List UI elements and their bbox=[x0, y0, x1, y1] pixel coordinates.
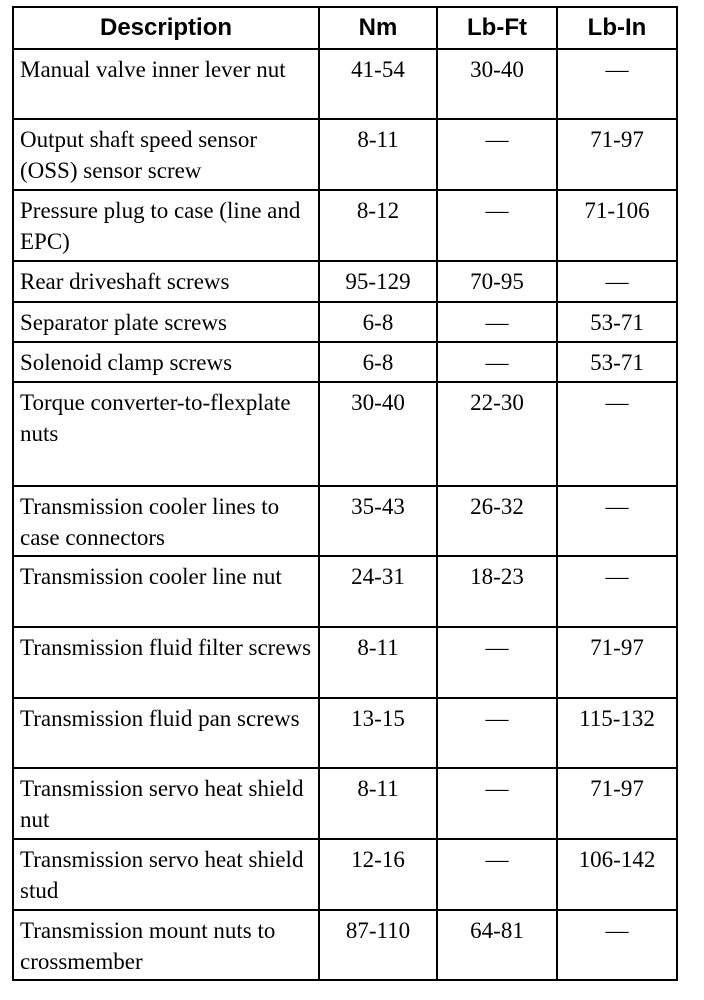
cell-nm: 6-8 bbox=[319, 302, 437, 342]
cell-lb-in: 53-71 bbox=[557, 302, 677, 342]
cell-nm: 24-31 bbox=[319, 556, 437, 627]
cell-description: Pressure plug to case (line and EPC) bbox=[13, 190, 319, 261]
cell-nm: 87-110 bbox=[319, 910, 437, 980]
cell-description: Separator plate screws bbox=[13, 302, 319, 342]
cell-lb-ft: — bbox=[437, 839, 557, 910]
cell-description: Output shaft speed sensor (OSS) sensor screw bbox=[13, 119, 319, 190]
cell-lb-in: — bbox=[557, 486, 677, 556]
cell-description: Transmission fluid filter screws bbox=[13, 627, 319, 698]
cell-lb-in: — bbox=[557, 49, 677, 119]
header-nm: Nm bbox=[319, 7, 437, 49]
table-row bbox=[13, 768, 677, 839]
cell-lb-ft: 30-40 bbox=[437, 49, 557, 119]
cell-lb-in: 53-71 bbox=[557, 342, 677, 382]
cell-nm: 8-12 bbox=[319, 190, 437, 261]
torque-spec-table bbox=[12, 6, 678, 981]
table-row bbox=[13, 556, 677, 627]
cell-lb-ft: — bbox=[437, 119, 557, 190]
cell-description: Transmission cooler line nut bbox=[13, 556, 319, 627]
cell-lb-in: 106-142 bbox=[557, 839, 677, 910]
cell-lb-in: — bbox=[557, 556, 677, 627]
cell-lb-ft: — bbox=[437, 627, 557, 698]
table-row bbox=[13, 910, 677, 980]
cell-description: Transmission servo heat shield stud bbox=[13, 839, 319, 910]
cell-description: Solenoid clamp screws bbox=[13, 342, 319, 382]
cell-lb-ft: — bbox=[437, 698, 557, 768]
table-row bbox=[13, 119, 677, 190]
table-row bbox=[13, 302, 677, 342]
table-row bbox=[13, 698, 677, 768]
table-row bbox=[13, 342, 677, 382]
cell-lb-ft: — bbox=[437, 190, 557, 261]
table-row bbox=[13, 49, 677, 119]
cell-nm: 41-54 bbox=[319, 49, 437, 119]
header-lb-ft: Lb-Ft bbox=[437, 7, 557, 49]
cell-lb-ft: 70-95 bbox=[437, 261, 557, 302]
cell-description: Transmission mount nuts to crossmember bbox=[13, 910, 319, 980]
cell-description: Transmission cooler lines to case connectors bbox=[13, 486, 319, 556]
cell-nm: 8-11 bbox=[319, 768, 437, 839]
header-description: Description bbox=[13, 7, 319, 49]
cell-lb-in: 71-97 bbox=[557, 627, 677, 698]
cell-lb-ft: 18-23 bbox=[437, 556, 557, 627]
cell-nm: 8-11 bbox=[319, 119, 437, 190]
cell-lb-ft: 64-81 bbox=[437, 910, 557, 980]
cell-lb-ft: 26-32 bbox=[437, 486, 557, 556]
cell-description: Transmission fluid pan screws bbox=[13, 698, 319, 768]
header-lb-in: Lb-In bbox=[557, 7, 677, 49]
table-row bbox=[13, 627, 677, 698]
table-row bbox=[13, 382, 677, 486]
table-row bbox=[13, 190, 677, 261]
cell-nm: 35-43 bbox=[319, 486, 437, 556]
cell-lb-ft: — bbox=[437, 302, 557, 342]
cell-nm: 6-8 bbox=[319, 342, 437, 382]
cell-nm: 13-15 bbox=[319, 698, 437, 768]
cell-lb-in: 71-106 bbox=[557, 190, 677, 261]
cell-nm: 30-40 bbox=[319, 382, 437, 486]
cell-lb-in: 71-97 bbox=[557, 119, 677, 190]
cell-description: Torque converter-to-flexplate nuts bbox=[13, 382, 319, 486]
cell-lb-ft: — bbox=[437, 342, 557, 382]
cell-description: Rear driveshaft screws bbox=[13, 261, 319, 302]
table-row bbox=[13, 839, 677, 910]
table-row bbox=[13, 261, 677, 302]
cell-description: Transmission servo heat shield nut bbox=[13, 768, 319, 839]
cell-lb-in: — bbox=[557, 382, 677, 486]
cell-lb-ft: 22-30 bbox=[437, 382, 557, 486]
table-header-row bbox=[13, 7, 677, 49]
cell-lb-ft: — bbox=[437, 768, 557, 839]
cell-lb-in: — bbox=[557, 910, 677, 980]
cell-lb-in: — bbox=[557, 261, 677, 302]
cell-nm: 95-129 bbox=[319, 261, 437, 302]
cell-description: Manual valve inner lever nut bbox=[13, 49, 319, 119]
cell-lb-in: 71-97 bbox=[557, 768, 677, 839]
table-row bbox=[13, 486, 677, 556]
cell-nm: 8-11 bbox=[319, 627, 437, 698]
cell-nm: 12-16 bbox=[319, 839, 437, 910]
cell-lb-in: 115-132 bbox=[557, 698, 677, 768]
